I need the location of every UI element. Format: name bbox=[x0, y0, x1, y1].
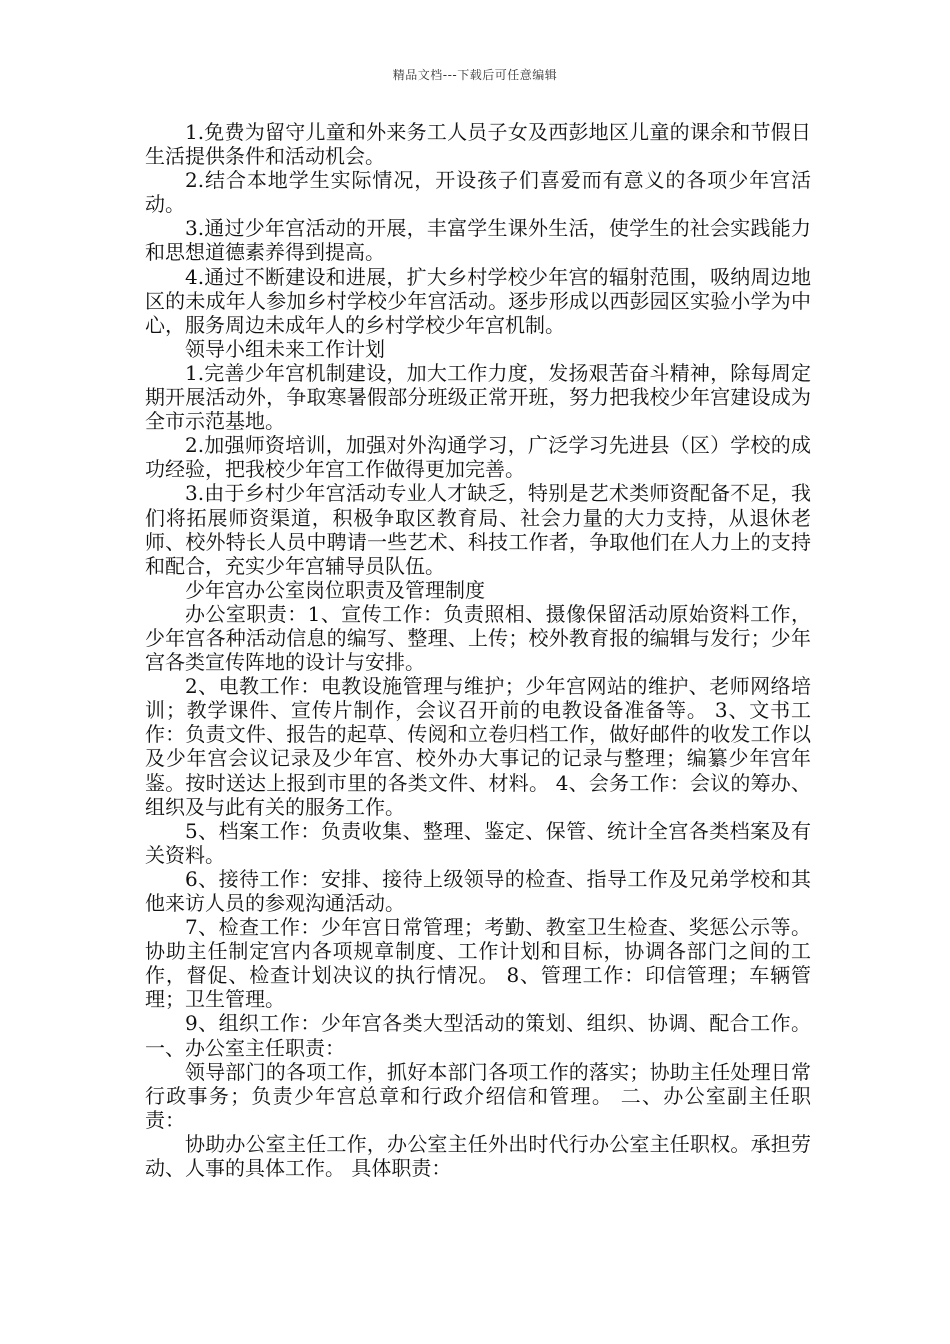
section-heading: 少年宫办公室岗位职责及管理制度 bbox=[185, 577, 485, 602]
paragraph: 5、档案工作：负责收集、整理、鉴定、保管、统计全宫各类档案及有关资料。 bbox=[145, 818, 811, 867]
paragraph: 4.通过不断建设和进展，扩大乡村学校少年宫的辐射范围，吸纳周边地区的未成年人参加乡村学校少年宫活动。逐步形成以西彭园区实验小学为中心，服务周边未成年人的乡村学校少年宫机制。 bbox=[145, 264, 811, 337]
paragraph: 7、检查工作：少年宫日常管理；考勤、教室卫生检查、奖惩公示等。协助主任制定宫内各项规章制度、工作计划和目标，协调各部门之间的工作，督促、检查计划决议的执行情况。 8、管理工作：印信管理；车辆管理；卫生管理。 bbox=[145, 915, 811, 1012]
paragraph: 2.结合本地学生实际情况，开设孩子们喜爱而有意义的各项少年宫活动。 bbox=[145, 168, 811, 217]
section-heading: 领导小组未来工作计划 bbox=[185, 336, 385, 361]
paragraph: 1.完善少年宫机制建设，加大工作力度，发扬艰苦奋斗精神，除每周定期开展活动外，争取寒暑假部分班级正常开班，努力把我校少年宫建设成为全市示范基地。 bbox=[145, 360, 811, 434]
paragraph: 6、接待工作：安排、接待上级领导的检查、指导工作及兄弟学校和其他来访人员的参观沟通活动。 bbox=[145, 866, 811, 915]
paragraph: 协助办公室主任工作，办公室主任外出时代行办公室主任职权。承担劳动、人事的具体工作。 具体职责： bbox=[145, 1131, 811, 1181]
paragraph: 9、组织工作：少年宫各类大型活动的策划、组织、协调、配合工作。 一、办公室主任职责： bbox=[145, 1011, 811, 1060]
page-header: 精品文档---下载后可任意编辑 bbox=[392, 68, 558, 82]
paragraph: 2.加强师资培训，加强对外沟通学习，广泛学习先进县（区）学校的成功经验，把我校少年宫工作做得更加完善。 bbox=[145, 433, 811, 482]
document-body bbox=[145, 120, 811, 1180]
paragraph: 3.通过少年宫活动的开展，丰富学生课外生活，使学生的社会实践能力和思想道德素养得到提高。 bbox=[145, 216, 811, 265]
paragraph: 领导部门的各项工作，抓好本部门各项工作的落实；协助主任处理日常行政事务；负责少年宫总章和行政介绍信和管理。 二、办公室副主任职责： bbox=[145, 1059, 811, 1132]
paragraph: 2、电教工作：电教设施管理与维护；少年宫网站的维护、老师网络培训；教学课件、宣传片制作，会议召开前的电教设备准备等。 3、文书工作：负责文件、报告的起草、传阅和立卷归档工作，做好邮件的收发工作以及少年宫会议记录及少年宫、校外办大事记的记录与整理；编纂少年宫年鉴。按时送达上报到市里的各类文件、材料。 4、会务工作：会议的筹办、组织及与此有关的服务工作。 bbox=[145, 674, 811, 819]
paragraph: 3.由于乡村少年宫活动专业人才缺乏，特别是艺术类师资配备不足，我们将拓展师资渠道，积极争取区教育局、社会力量的大力支持，从退休老师、校外特长人员中聘请一些艺术、科技工作者，争取他们在人力上的支持和配合，充实少年宫辅导员队伍。 bbox=[145, 481, 811, 578]
paragraph: 1.免费为留守儿童和外来务工人员子女及西彭地区儿童的课余和节假日生活提供条件和活动机会。 bbox=[145, 120, 811, 169]
paragraph: 办公室职责：1、宣传工作：负责照相、摄像保留活动原始资料工作，少年宫各种活动信息的编写、整理、上传；校外教育报的编辑与发行；少年宫各类宣传阵地的设计与安排。 bbox=[145, 601, 811, 675]
